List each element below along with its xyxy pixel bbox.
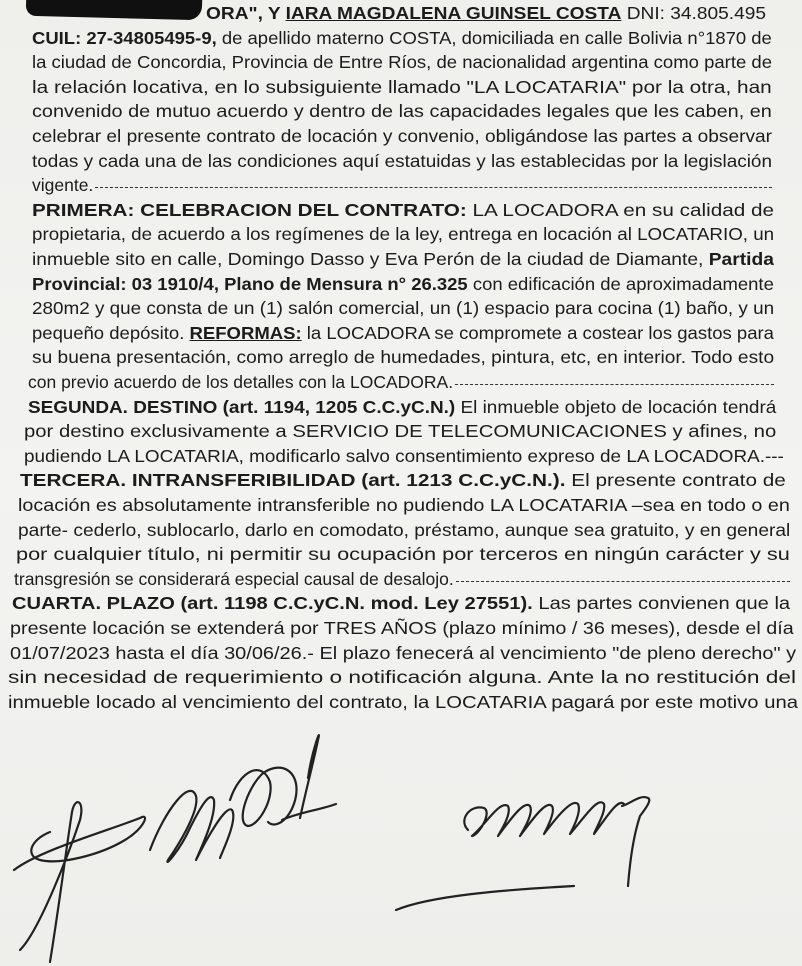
dashed-fill-line xyxy=(95,174,772,188)
text-segment: por cualquier título, ni permitir su ocupación por terceros en ningún carácter y su xyxy=(16,544,790,565)
text-segment: convenido de mutuo acuerdo y dentro de las capacidades legales que les caben, en xyxy=(32,101,772,122)
text-segment: presente locación se extenderá por TRES AÑOS (plazo mínimo / 36 meses), desde el día xyxy=(10,618,794,638)
text-segment: TERCERA. INTRANSFERIBILIDAD (art. 1213 C.C.yC.N.). xyxy=(20,470,566,491)
text-line xyxy=(28,371,774,395)
text-segment: CUIL: 27-34805495-9, xyxy=(32,27,217,48)
text-segment: con edificación de aproximadamente xyxy=(467,273,774,294)
text-line xyxy=(32,322,774,346)
text-line xyxy=(32,346,774,370)
text-segment: de apellido materno COSTA, domiciliada en calle Bolivia n°1870 de xyxy=(216,27,772,48)
text-segment: por destino exclusivamente a SERVICIO DE TELECOMUNICACIONES y afines, no xyxy=(24,421,777,442)
text-segment: todas y cada una de las condiciones aquí estatuidas y las establecidas por la legislación xyxy=(32,150,772,171)
text-line xyxy=(16,543,790,567)
text-segment: parte- cederlo, sublocarlo, darlo en comodato, préstamo, aunque sea gratuito, y en general xyxy=(18,519,791,540)
text-line xyxy=(24,445,784,469)
text-line xyxy=(20,469,786,493)
text-segment: Provincial: 03 1910/4, Plano de Mensura n° 26.325 xyxy=(32,273,468,294)
text-line xyxy=(18,494,790,518)
text-segment: transgresión se considerará especial causal de desalojo. xyxy=(14,568,454,589)
text-line xyxy=(10,642,796,666)
text-segment: REFORMAS: xyxy=(189,322,302,343)
dashed-fill-line xyxy=(455,371,774,385)
dashed-fill-line xyxy=(456,568,790,582)
text-line xyxy=(32,248,774,272)
text-segment: 280m2 y que consta de un (1) salón comercial, un (1) espacio para cocina (1) baño, y un xyxy=(32,298,775,319)
text-line xyxy=(32,297,774,321)
text-line xyxy=(32,223,774,247)
text-segment: inmueble sito en calle, Domingo Dasso y Eva Perón de la ciudad de Diamante, xyxy=(32,249,709,269)
text-segment: IARA MAGDALENA GUINSEL COSTA xyxy=(285,3,622,23)
text-line xyxy=(32,125,772,149)
text-line xyxy=(28,396,776,420)
text-line xyxy=(32,273,774,297)
text-line xyxy=(32,100,772,124)
text-segment: inmueble locado al vencimiento del contrato, la LOCATARIA pagará por este motivo una xyxy=(8,691,799,712)
text-segment: vigente. xyxy=(32,175,94,196)
text-segment: pequeño depósito. xyxy=(32,322,190,343)
text-segment: la relación locativa, en lo subsiguiente llamado "LA LOCATARIA" por la otra, han xyxy=(32,76,772,97)
text-segment: locación es absolutamente intransferible no pudiendo LA LOCATARIA –sea en todo o en xyxy=(18,495,790,515)
text-segment: CUARTA. PLAZO (art. 1198 C.C.yC.N. mod. Ley 27551). xyxy=(12,593,533,614)
text-segment: la LOCADORA se compromete a costear los gastos para xyxy=(301,322,774,343)
text-line xyxy=(206,2,766,26)
text-line xyxy=(32,76,772,100)
text-line xyxy=(32,199,774,223)
text-segment: 01/07/2023 hasta el día 30/06/26.- El plazo fenecerá al vencimiento "de pleno derecho" y xyxy=(10,642,797,663)
signature-right xyxy=(396,797,649,910)
text-line xyxy=(24,420,776,444)
text-segment: celebrar el presente contrato de locación y convenio, obligándose las partes a observar xyxy=(32,126,773,146)
signatures xyxy=(0,700,802,966)
text-segment: ORA", Y xyxy=(206,3,286,23)
text-segment: propietaria, de acuerdo a los regímenes de la ley, entrega en locación al LOCATARIO, un xyxy=(32,224,775,245)
redaction-bar xyxy=(26,0,203,20)
text-line xyxy=(10,617,794,641)
text-segment: El presente contrato de xyxy=(565,470,786,491)
signature-left xyxy=(14,735,336,962)
text-line xyxy=(14,568,790,592)
text-segment: la ciudad de Concordia, Provincia de Entre Ríos, de nacionalidad argentina como parte de xyxy=(32,52,773,73)
text-segment: con previo acuerdo de los detalles con la LOCADORA. xyxy=(28,372,454,392)
text-segment: DNI: 34.805.495 xyxy=(621,3,767,23)
text-segment: Las partes convienen que la xyxy=(532,593,791,614)
text-segment: PRIMERA: CELEBRACION DEL CONTRATO: xyxy=(32,199,467,220)
text-line xyxy=(32,150,772,174)
text-segment: LA LOCADORA en su calidad de xyxy=(466,199,775,220)
text-segment: El inmueble objeto de locación tendrá xyxy=(455,396,777,417)
text-line xyxy=(18,519,790,543)
text-segment: pudiendo LA LOCATARIA, modificarlo salvo consentimiento expreso de LA LOCADORA.--- xyxy=(24,445,784,466)
text-line xyxy=(32,51,772,75)
text-line xyxy=(32,174,772,198)
text-line xyxy=(32,27,772,51)
text-segment: Partida xyxy=(708,249,774,269)
text-line xyxy=(8,666,796,690)
text-segment: SEGUNDA. DESTINO (art. 1194, 1205 C.C.yC.N.) xyxy=(28,396,456,417)
text-segment: sin necesidad de requerimiento o notificación alguna. Ante la no restitución del xyxy=(8,667,797,688)
text-segment: su buena presentación, como arreglo de humedades, pintura, etc, en interior. Todo esto xyxy=(32,347,775,368)
text-line xyxy=(12,592,790,616)
